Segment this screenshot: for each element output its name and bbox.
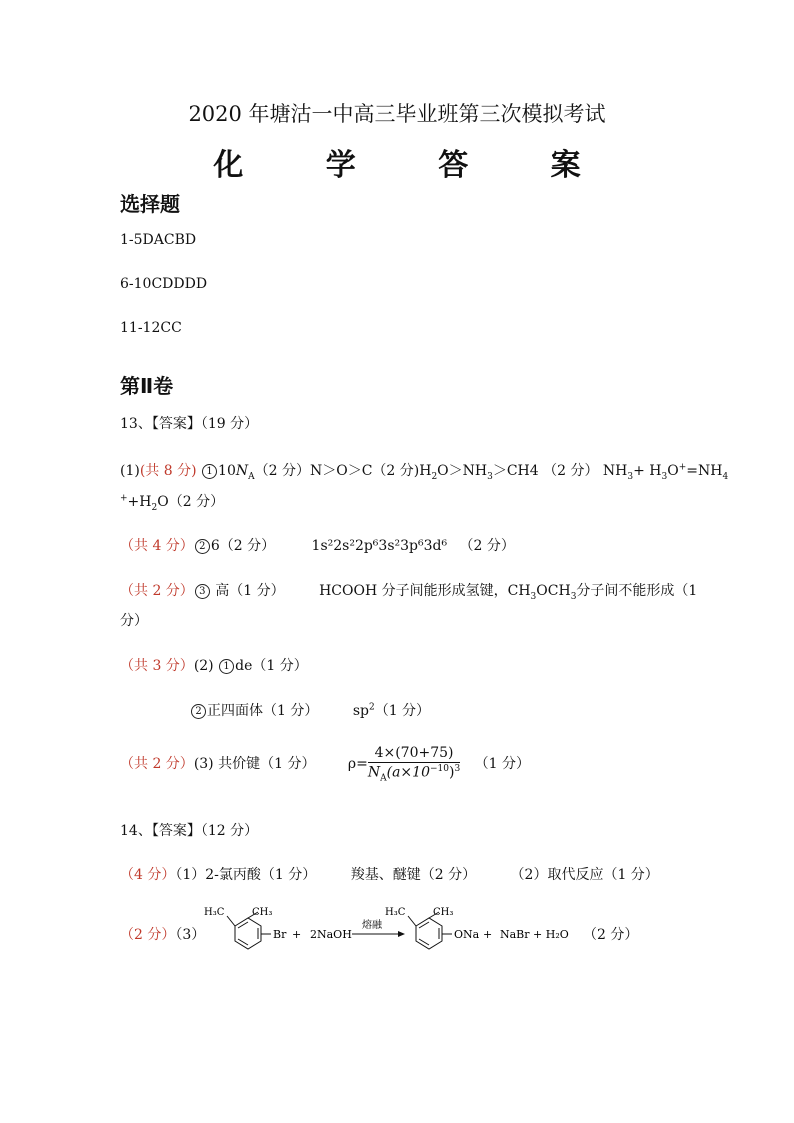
q13-line1-cont: $^++H_2O(2$ 分） (120, 493, 225, 513)
score-note: （2 分） (120, 927, 176, 943)
text: =NH (686, 463, 723, 479)
text: HCOOH 分子间能形成氢键，CH (319, 583, 531, 599)
condition-label: 熔融 (362, 920, 382, 931)
text: +H (127, 494, 152, 510)
circled-number: 2 (195, 539, 210, 554)
q13-label: 13、【答案】（19 分） (120, 416, 259, 432)
reagent-label: 2NaOH (310, 928, 352, 941)
q13-line1: (1)(共 8 分) 1 $10N_A(2$ 分）N＞O＞C（2 分)$H_2O>NH_3>CH4$ （2 分） $NH_3+ H_3O^+=NH_4$ (120, 462, 729, 482)
arrow-head-icon (398, 931, 405, 937)
q13-line5: 2 正四面体（1 分） $sp^2(1$ 分） (190, 700, 430, 720)
subject-title: 化 学 答 案 (213, 148, 617, 183)
text: （3） (175, 927, 206, 943)
answer-11-12: 11-12CC (120, 320, 182, 336)
answer-1-5: 1-5DACBD (120, 232, 197, 248)
products-label: NaBr + H₂O (500, 928, 569, 941)
text: （2 分） (459, 538, 515, 554)
text: （1）2-氯丙酸（1 分） (175, 867, 317, 883)
text: （2）取代反应（1 分） (510, 867, 659, 883)
text: + (120, 493, 128, 504)
q13-line6 (120, 745, 530, 783)
text: （1 分） (374, 703, 431, 719)
circled-number: 3 (195, 584, 210, 599)
section-heading-part2: 第Ⅱ卷 (120, 374, 174, 398)
q13-line4 (120, 655, 308, 675)
text: ＞CH4 （2 分） NH (492, 463, 628, 479)
fraction-numerator: 4×(70+75) (368, 745, 460, 763)
score-note: （共 2 分） (120, 756, 194, 773)
methyl-label: H₃C (204, 907, 225, 918)
circled-number: 1 (219, 659, 234, 674)
text: sp (352, 703, 369, 719)
text: 羧基、醚键（2 分） (350, 867, 477, 883)
text: O (667, 463, 679, 479)
score-note: (共 8 分) (139, 463, 197, 479)
q13-line3-cont: 分） (120, 613, 148, 629)
plus-sign: + (483, 928, 493, 941)
circled-number: 1 (202, 464, 217, 479)
q14-line2 (120, 924, 205, 944)
score-note: （4 分） (120, 867, 176, 883)
text: + H (633, 463, 662, 479)
text: OCH (536, 583, 571, 599)
circled-number: 2 (191, 704, 206, 719)
density-eq: ρ= (347, 756, 368, 773)
reaction-equation (200, 896, 570, 966)
q13-line3: （共 2 分） 3 高（1 分） HCOOH 分子间能形成氢键，$CH_3OCH_3$分子间不能形成（1 (120, 583, 698, 602)
score-note: （共 2 分） (120, 583, 194, 599)
methyl-label: CH₃ (433, 907, 454, 918)
text: （1 分） (474, 756, 530, 773)
text: 10 (218, 463, 236, 479)
q14-line1 (120, 864, 659, 884)
methyl-label: H₃C (385, 907, 406, 918)
text: de（1 分） (235, 658, 308, 674)
na-sub: A (248, 471, 255, 482)
text: 6（2 分） (210, 538, 276, 554)
section-heading-choice: 选择题 (120, 192, 180, 216)
text: O（2 分） (157, 494, 225, 510)
q14-label: 14、【答案】（12 分） (120, 823, 259, 839)
score-note: （共 3 分） (120, 658, 194, 674)
fraction-denominator: $N_A(a\times 10^{-10})^3$ (367, 764, 461, 784)
text: 正四面体（1 分） (207, 703, 319, 719)
q13-line2 (120, 535, 515, 555)
text: (2) (193, 658, 214, 674)
text: (3) 共价键（1 分） (193, 756, 316, 773)
text: （2 分）N＞O＞C（2 分)H (254, 463, 432, 479)
methyl-label: CH₃ (252, 907, 273, 918)
na-symbol: N (235, 463, 249, 479)
plus-sign: + (292, 928, 302, 941)
density-fraction (368, 745, 460, 783)
q13-part1-num: (1) (120, 463, 140, 479)
text: 高（1 分） (210, 583, 285, 599)
ona-label: ONa (454, 928, 480, 941)
electron-config: 1s²2s²2p⁶3s²3p⁶3d⁶ (311, 538, 448, 554)
exam-title: 2020 年塘沽一中高三毕业班第三次模拟考试 (188, 102, 606, 126)
q14-eq-score: （2 分） (583, 927, 639, 943)
text: 分子间不能形成（1 (576, 583, 698, 599)
answer-6-10: 6-10CDDDD (120, 276, 208, 292)
score-note: （共 4 分） (120, 538, 194, 554)
bromine-label: Br (273, 928, 287, 941)
text: O＞NH (437, 463, 488, 479)
